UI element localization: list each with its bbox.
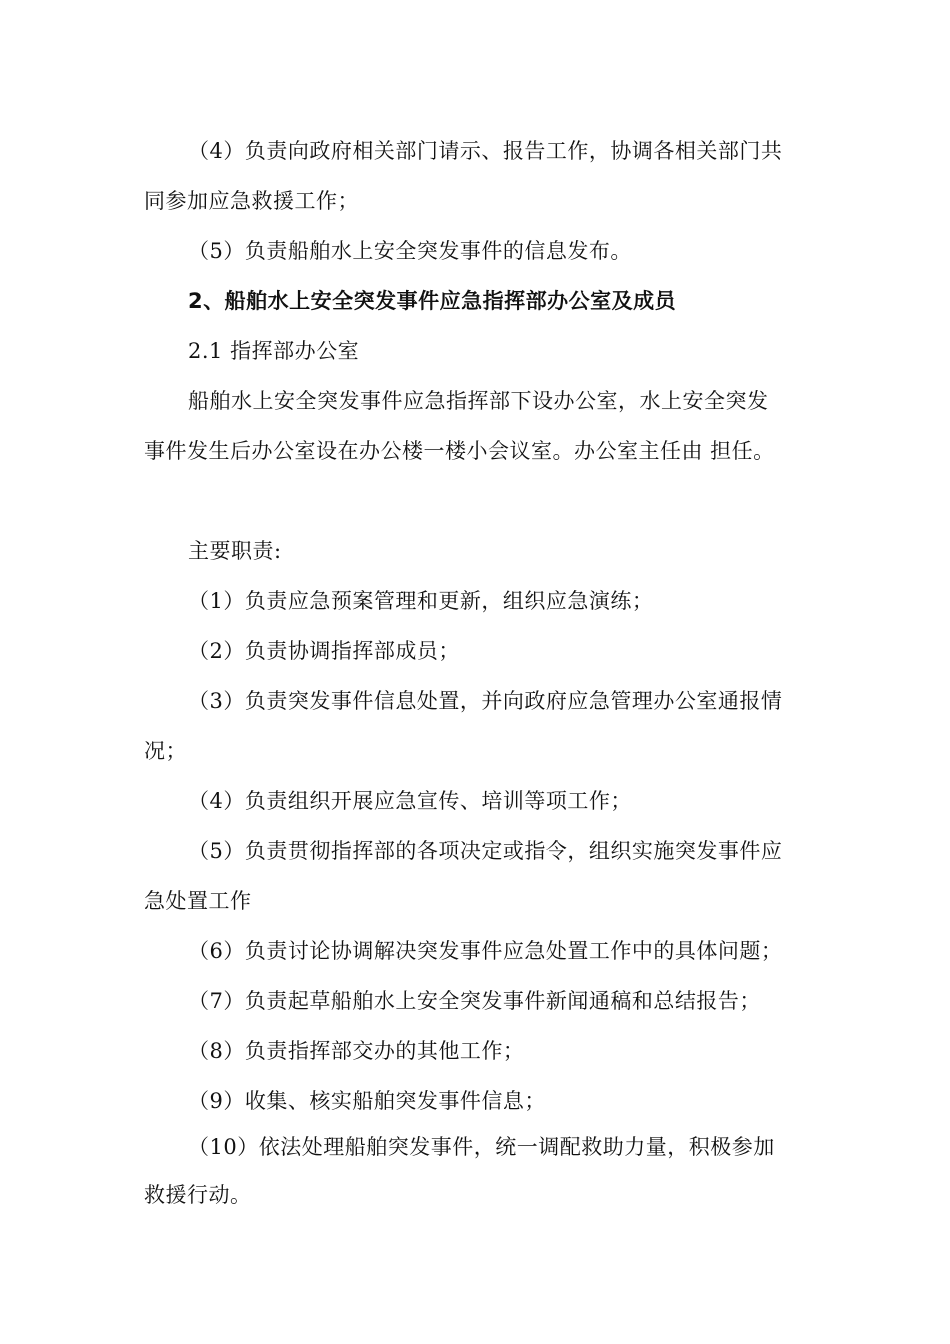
text-line-office-duty-9: （9）收集、核实船舶突发事件信息； bbox=[188, 1089, 546, 1113]
text-line-office-desc: 船舶水上安全突发事件应急指挥部下设办公室，水上安全突发 bbox=[188, 389, 769, 413]
text-line-office-duty-10-cont: 救援行动。 bbox=[144, 1183, 252, 1207]
text-line-office-duty-3-cont: 况； bbox=[144, 739, 187, 763]
text-line-office-duty-6: （6）负责讨论协调解决突发事件应急处置工作中的具体问题； bbox=[188, 939, 783, 963]
subsection-heading-office: 2.1 指挥部办公室 bbox=[188, 339, 360, 363]
text-line-office-duty-1: （1）负责应急预案管理和更新，组织应急演练； bbox=[188, 589, 654, 613]
text-line-office-duty-5: （5）负责贯彻指挥部的各项决定或指令，组织实施突发事件应 bbox=[188, 839, 783, 863]
text-line-office-duty-3: （3）负责突发事件信息处置，并向政府应急管理办公室通报情 bbox=[188, 689, 783, 713]
text-line-office-duty-7: （7）负责起草船舶水上安全突发事件新闻通稿和总结报告； bbox=[188, 989, 761, 1013]
text-line-main-duties-label: 主要职责: bbox=[188, 539, 282, 563]
text-line-office-duty-5-cont: 急处置工作 bbox=[144, 889, 252, 913]
text-line-office-duty-8: （8）负责指挥部交办的其他工作； bbox=[188, 1039, 525, 1063]
text-line-office-duty-4: （4）负责组织开展应急宣传、培训等项工作； bbox=[188, 789, 632, 813]
text-line-duty-4: （4）负责向政府相关部门请示、报告工作，协调各相关部门共 bbox=[188, 139, 783, 163]
text-line-office-duty-10: （10）依法处理船舶突发事件，统一调配救助力量，积极参加 bbox=[188, 1135, 775, 1159]
text-line-office-duty-2: （2）负责协调指挥部成员； bbox=[188, 639, 460, 663]
text-line-office-desc-cont: 事件发生后办公室设在办公楼一楼小会议室。办公室主任由 担任。 bbox=[144, 439, 775, 463]
text-line-duty-5: （5）负责船舶水上安全突发事件的信息发布。 bbox=[188, 239, 632, 263]
text-line-duty-4-cont: 同参加应急救援工作； bbox=[144, 189, 359, 213]
section-heading-office: 2、船舶水上安全突发事件应急指挥部办公室及成员 bbox=[188, 289, 677, 313]
